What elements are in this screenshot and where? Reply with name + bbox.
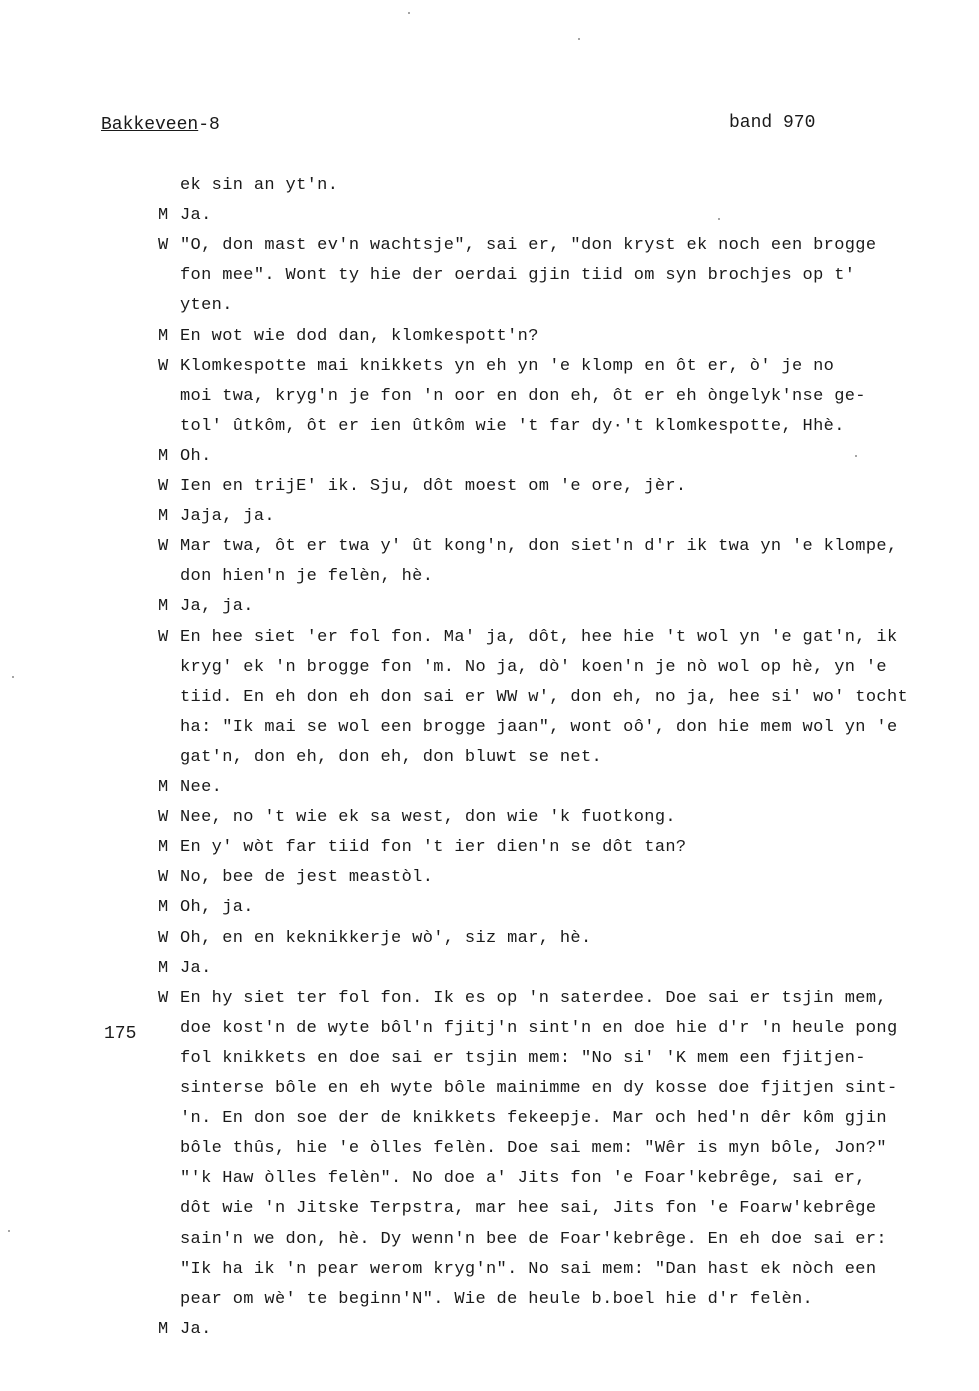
transcript-text: Ja. bbox=[180, 206, 212, 225]
transcript-text: moi twa, kryg'n je fon 'n oor en don eh, ôt er eh òngelyk'nse ge- bbox=[180, 387, 866, 406]
stray-mark bbox=[855, 455, 857, 457]
transcript-text: ek sin an yt'n. bbox=[180, 176, 339, 195]
transcript-text: sinterse bôle en eh wyte bôle mainimme en dy kosse doe fjitjen sint- bbox=[180, 1079, 898, 1098]
speaker-label: M bbox=[158, 838, 169, 857]
transcript-text: No, bee de jest meastòl. bbox=[180, 868, 434, 887]
header-title-suffix: -8 bbox=[198, 115, 220, 135]
speaker-label: M bbox=[158, 206, 169, 225]
transcript-text: kryg' ek 'n brogge fon 'm. No ja, dò' koen'n je nò wol op hè, yn 'e bbox=[180, 658, 887, 677]
transcript-text: En wot wie dod dan, klomkespott'n? bbox=[180, 327, 539, 346]
speaker-label: M bbox=[158, 597, 169, 616]
speaker-label: W bbox=[158, 477, 169, 496]
speaker-label: W bbox=[158, 989, 169, 1008]
speaker-label: M bbox=[158, 778, 169, 797]
transcript-text: ha: "Ik mai se wol een brogge jaan", wont oô', don hie mem wol yn 'e bbox=[180, 718, 898, 737]
transcript-text: sain'n we don, hè. Dy wenn'n bee de Foar'kebrêge. En eh doe sai er: bbox=[180, 1230, 887, 1249]
transcript-text: En hee siet 'er fol fon. Ma' ja, dôt, hee hie 't wol yn 'e gat'n, ik bbox=[180, 628, 898, 647]
transcript-text: "Ik ha ik 'n pear werom kryg'n". No sai mem: "Dan hast ek nòch een bbox=[180, 1260, 877, 1279]
stray-mark bbox=[8, 1230, 10, 1232]
speaker-label: W bbox=[158, 929, 169, 948]
stray-mark bbox=[578, 38, 580, 40]
transcript-text: Nee, no 't wie ek sa west, don wie 'k fuotkong. bbox=[180, 808, 676, 827]
transcript-text: En y' wòt far tiid fon 't ier dien'n se dôt tan? bbox=[180, 838, 687, 857]
speaker-label: M bbox=[158, 507, 169, 526]
speaker-label: M bbox=[158, 1320, 169, 1339]
transcript-text: 'n. En don soe der de knikkets fekeepje. Mar och hed'n dêr kôm gjin bbox=[180, 1109, 887, 1128]
transcript-text: Ja. bbox=[180, 959, 212, 978]
transcript-text: bôle thûs, hie 'e òlles felèn. Doe sai mem: "Wêr is myn bôle, Jon?" bbox=[180, 1139, 887, 1158]
transcript-text: "'k Haw òlles felèn". No doe a' Jits fon 'e Foar'kebrêge, sai er, bbox=[180, 1169, 866, 1188]
transcript-text: Oh. bbox=[180, 447, 212, 466]
margin-line-number: 175 bbox=[104, 1024, 137, 1044]
transcript-text: Oh, en en keknikkerje wò', siz mar, hè. bbox=[180, 929, 592, 948]
transcript-text: fol knikkets en doe sai er tsjin mem: "No si' 'K mem een fjitjen- bbox=[180, 1049, 866, 1068]
transcript-text: Klomkespotte mai knikkets yn eh yn 'e klomp en ôt er, ò' je no bbox=[180, 357, 835, 376]
transcript-text: yten. bbox=[180, 296, 233, 315]
header-title-underlined: Bakkeveen bbox=[101, 115, 199, 135]
speaker-label: W bbox=[158, 808, 169, 827]
speaker-label: M bbox=[158, 959, 169, 978]
stray-mark bbox=[12, 676, 14, 678]
transcript-text: gat'n, don eh, don eh, don bluwt se net. bbox=[180, 748, 603, 767]
speaker-label: W bbox=[158, 236, 169, 255]
transcript-text: don hien'n je felèn, hè. bbox=[180, 567, 434, 586]
transcript-text: Nee. bbox=[180, 778, 223, 797]
speaker-label: M bbox=[158, 898, 169, 917]
speaker-label: W bbox=[158, 628, 169, 647]
transcript-text: tol' ûtkôm, ôt er ien ûtkôm wie 't far dy·'t klomkespotte, Hhè. bbox=[180, 417, 845, 436]
speaker-label: W bbox=[158, 357, 169, 376]
transcript-text: "O, don mast ev'n wachtsje", sai er, "don kryst ek noch een brogge bbox=[180, 236, 877, 255]
speaker-label: M bbox=[158, 327, 169, 346]
transcript-text: Ien en trijE' ik. Sju, dôt moest om 'e ore, jèr. bbox=[180, 477, 687, 496]
transcript-text: Jaja, ja. bbox=[180, 507, 275, 526]
speaker-label: W bbox=[158, 537, 169, 556]
transcript-text: Mar twa, ôt er twa y' ût kong'n, don siet'n d'r ik twa yn 'e klompe, bbox=[180, 537, 898, 556]
stray-mark bbox=[718, 218, 720, 220]
transcript-text: tiid. En eh don eh don sai er WW w', don eh, no ja, hee si' wo' tocht bbox=[180, 688, 909, 707]
stray-mark bbox=[408, 12, 410, 14]
transcript-text: doe kost'n de wyte bôl'n fjitj'n sint'n en doe hie d'r 'n heule pong bbox=[180, 1019, 898, 1038]
transcript-text: Oh, ja. bbox=[180, 898, 254, 917]
transcript-text: pear om wè' te beginn'N". Wie de heule b.boel hie d'r felèn. bbox=[180, 1290, 814, 1309]
transcript-text: En hy siet ter fol fon. Ik es op 'n saterdee. Doe sai er tsjin mem, bbox=[180, 989, 887, 1008]
transcript-text: dôt wie 'n Jitske Terpstra, mar hee sai, Jits fon 'e Foarw'kebrêge bbox=[180, 1199, 877, 1218]
transcript-text: fon mee". Wont ty hie der oerdai gjin tiid om syn brochjes op t' bbox=[180, 266, 856, 285]
transcript-text: Ja. bbox=[180, 1320, 212, 1339]
speaker-label: M bbox=[158, 447, 169, 466]
page-header-band: band 970 bbox=[729, 113, 816, 133]
transcript-text: Ja, ja. bbox=[180, 597, 254, 616]
page-header-title bbox=[101, 115, 220, 135]
speaker-label: W bbox=[158, 868, 169, 887]
